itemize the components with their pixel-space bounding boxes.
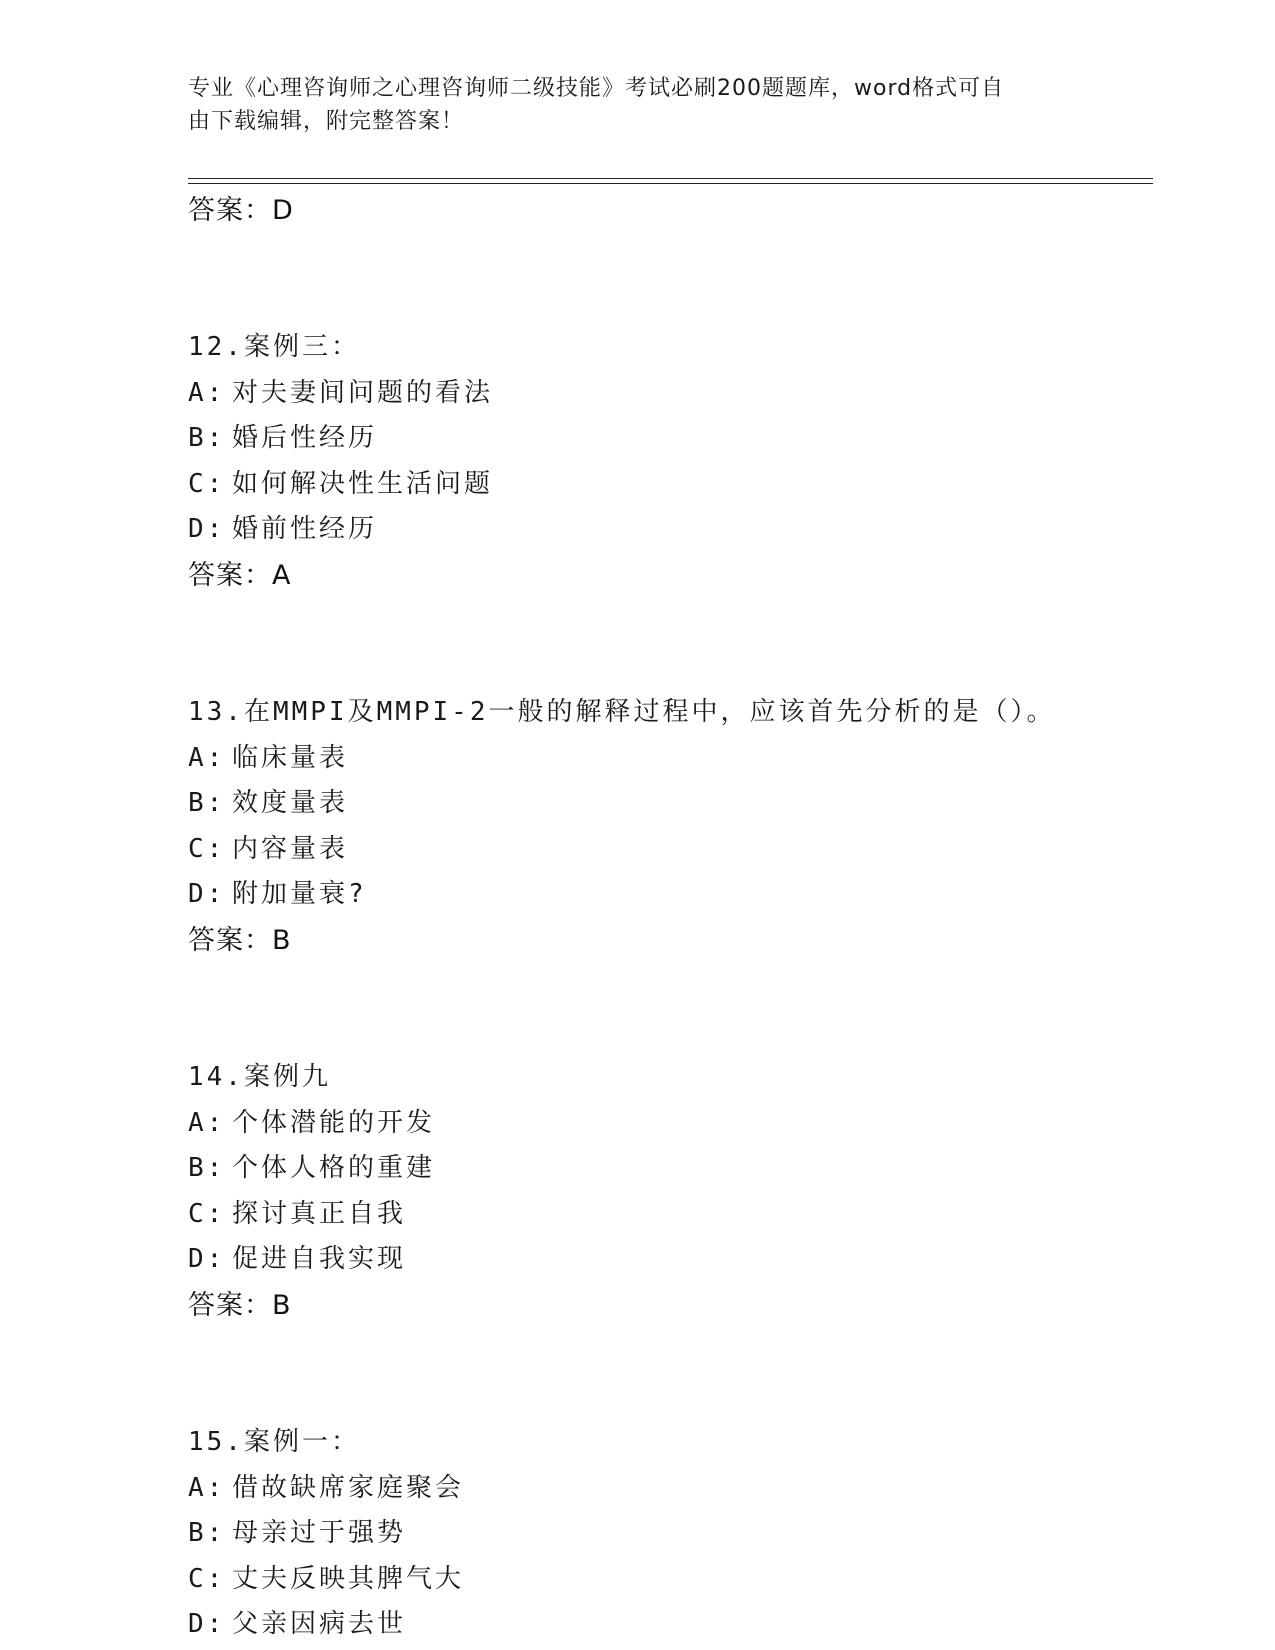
question-block <box>188 325 1153 598</box>
header-line-2: 由下载编辑，附完整答案！ <box>188 109 465 134</box>
option-text: 个体潜能的开发 <box>232 1107 436 1138</box>
option-text: 临床量表 <box>232 742 349 773</box>
option-b <box>188 1511 1153 1557</box>
option-d <box>188 507 1153 553</box>
option-a <box>188 736 1153 782</box>
option-label: A: <box>188 742 226 773</box>
option-label: D: <box>188 514 226 545</box>
option-a <box>188 371 1153 417</box>
option-label: A: <box>188 1107 226 1138</box>
option-a <box>188 1466 1153 1512</box>
spacer <box>188 598 1153 690</box>
question-block <box>188 690 1153 963</box>
question-list <box>188 188 1153 1648</box>
option-d <box>188 872 1153 918</box>
option-b <box>188 1146 1153 1192</box>
question-title: 13.在MMPI及MMPI-2一般的解释过程中，应该首先分析的是（）。 <box>188 696 1056 727</box>
header-rule-top <box>188 178 1153 179</box>
option-b <box>188 416 1153 462</box>
option-label: B: <box>188 1518 226 1549</box>
option-text: 对夫妻间问题的看法 <box>232 377 494 408</box>
option-text: 借故缺席家庭聚会 <box>232 1472 465 1503</box>
option-label: C: <box>188 1563 226 1594</box>
option-label: A: <box>188 1472 226 1503</box>
question-title: 12.案例三： <box>188 332 360 362</box>
option-label: B: <box>188 1153 226 1184</box>
option-label: B: <box>188 423 226 454</box>
spacer <box>188 1328 1153 1420</box>
option-a <box>188 1101 1153 1147</box>
header-rule-bottom <box>188 183 1153 184</box>
option-label: D: <box>188 1609 226 1640</box>
question-block <box>188 1420 1153 1648</box>
question-title: 14.案例九 <box>188 1061 331 1092</box>
option-text: 母亲过于强势 <box>232 1518 407 1549</box>
option-label: C: <box>188 833 226 864</box>
question-block <box>188 1055 1153 1328</box>
document-header <box>188 72 1068 138</box>
option-label: B: <box>188 788 226 819</box>
option-text: 内容量表 <box>232 833 349 864</box>
option-d <box>188 1237 1153 1283</box>
option-c <box>188 1557 1153 1603</box>
spacer <box>188 963 1153 1055</box>
spacer <box>188 233 1153 325</box>
option-text: 附加量衰? <box>232 879 367 910</box>
header-line-1: 专业《心理咨询师之心理咨询师二级技能》考试必刷200题题库，word格式可自 <box>188 76 1005 101</box>
option-text: 个体人格的重建 <box>232 1153 436 1184</box>
option-text: 父亲因病去世 <box>232 1609 407 1640</box>
option-c <box>188 462 1153 508</box>
answer-line: 答案：D <box>188 195 294 226</box>
answer-line: 答案：B <box>188 1289 292 1321</box>
option-d <box>188 1602 1153 1648</box>
option-b <box>188 781 1153 827</box>
question-title: 15.案例一： <box>188 1426 360 1457</box>
option-label: C: <box>188 1198 226 1229</box>
option-label: A: <box>188 377 226 408</box>
option-text: 探讨真正自我 <box>232 1198 407 1229</box>
answer-line: 答案：B <box>188 924 292 956</box>
option-c <box>188 827 1153 873</box>
option-text: 促进自我实现 <box>232 1244 407 1275</box>
option-text: 效度量表 <box>232 788 349 819</box>
option-label: D: <box>188 1244 226 1275</box>
option-text: 婚后性经历 <box>232 423 378 454</box>
option-c <box>188 1192 1153 1238</box>
answer-line: 答案：A <box>188 559 292 591</box>
option-text: 丈夫反映其脾气大 <box>232 1563 465 1594</box>
option-text: 如何解决性生活问题 <box>232 468 494 499</box>
option-label: D: <box>188 879 226 910</box>
option-text: 婚前性经历 <box>232 514 378 545</box>
option-label: C: <box>188 468 226 499</box>
